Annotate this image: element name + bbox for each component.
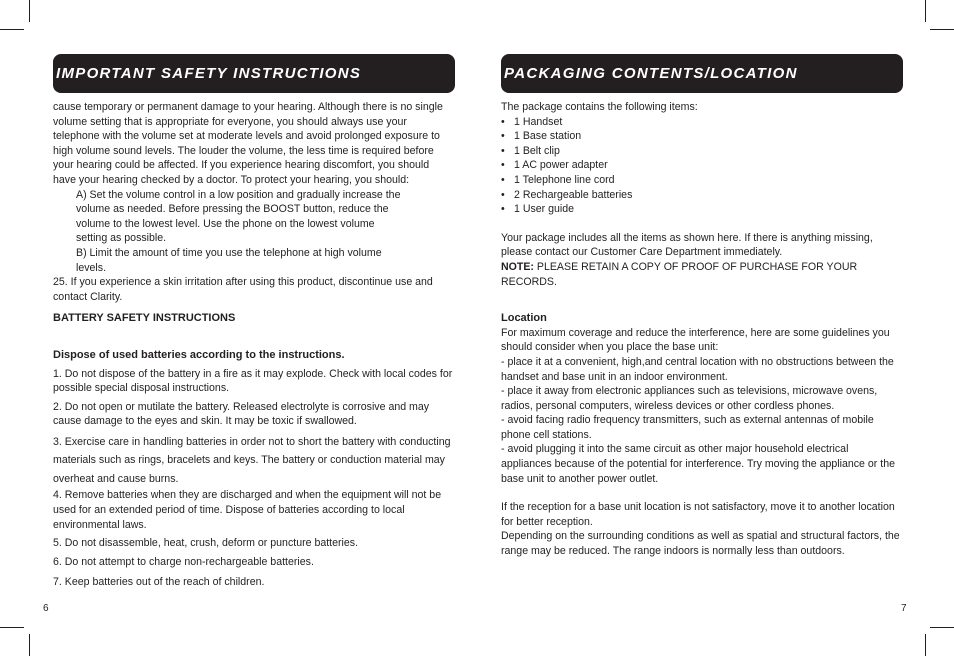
range-paragraph: Depending on the surrounding conditions as well as spatial and structural factors, the range may be reduced. The range indoors is normally less than outdoors. — [501, 530, 900, 558]
list-item: • 1 Telephone line cord — [501, 173, 901, 188]
guideline: - avoid facing radio frequency transmitters, such as external antennas of mobile phone cell stations. — [501, 414, 874, 441]
right-page — [501, 54, 903, 559]
list-item: • 1 Belt clip — [501, 144, 901, 159]
list-item: • 1 Handset — [501, 115, 901, 130]
battery-heading: BATTERY SAFETY INSTRUCTIONS — [53, 312, 236, 325]
package-paragraph: Your package includes all the items as shown here. If there is anything missing, please contact our Customer Care Department immediately. — [501, 231, 873, 259]
list-item: • 1 User guide — [501, 202, 901, 217]
crop-mark — [29, 0, 30, 22]
location-intro: For maximum coverage and reduce the interference, here are some guidelines you should consider when you place the base unit: — [501, 326, 890, 354]
battery-rule: 7. Keep batteries out of the reach of children. — [53, 576, 265, 589]
list-item: • 1 AC power adapter — [501, 158, 901, 173]
note-label: NOTE: — [501, 260, 534, 273]
volume-item-a: A) Set the volume control in a low position and gradually increase the volume as needed. Before pressing the BOOST button, reduce the volume to the lowest level. Use the phone on the lowest volume setting as possible. — [76, 188, 401, 245]
package-list — [501, 115, 901, 217]
battery-rule: 2. Do not open or mutilate the battery. Released electrolyte is corrosive and may cause damage to the eyes and skin. It may be toxic if swallowed. — [53, 400, 430, 428]
crop-mark — [925, 634, 926, 656]
crop-mark — [0, 29, 24, 30]
guideline: - place it at a convenient, high,and central location with no obstructions between the handset and base unit in an indoor environment. — [501, 355, 894, 383]
list-item: • 1 Base station — [501, 129, 901, 144]
list-item: • 2 Rechargeable batteries — [501, 188, 901, 203]
crop-mark — [930, 29, 954, 30]
reception-paragraph: If the reception for a base unit location is not satisfactory, move it to another location for better reception. — [501, 501, 895, 528]
safety-banner-title: IMPORTANT SAFETY INSTRUCTIONS — [56, 65, 362, 82]
battery-rule: 3. Exercise care in handling batteries in order not to short the battery with conducting materials such as rings, bracelets and keys. The battery or conduction material may overheat and cause burns. — [53, 435, 451, 485]
right-body — [501, 100, 901, 559]
note-paragraph — [501, 260, 901, 289]
battery-rule: 6. Do not attempt to charge non-rechargeable batteries. — [53, 555, 314, 568]
packaging-banner-title: PACKAGING CONTENTS/LOCATION — [504, 65, 798, 82]
page-number-right: 7 — [901, 603, 907, 614]
packaging-banner — [501, 54, 903, 93]
crop-mark — [930, 627, 954, 628]
left-page — [53, 54, 455, 590]
safety-banner — [53, 54, 455, 93]
location-heading: Location — [501, 312, 547, 325]
note-text: PLEASE RETAIN A COPY OF PROOF OF PURCHASE FOR YOUR RECORDS. — [501, 260, 858, 288]
crop-mark — [925, 0, 926, 22]
battery-rule: 4. Remove batteries when they are discharged and when the equipment will not be used for an extended period of time. Dispose of batteries according to local environmental laws. — [53, 489, 442, 531]
crop-mark — [29, 634, 30, 656]
page-number-left: 6 — [43, 603, 49, 614]
crop-mark — [0, 627, 24, 628]
item-25: 25. If you experience a skin irritation after using this product, discontinue use and contact Clarity. — [53, 276, 433, 303]
left-body — [53, 100, 453, 590]
volume-item-b: B) Limit the amount of time you use the telephone at high volume levels. — [76, 246, 382, 274]
hearing-paragraph: cause temporary or permanent damage to your hearing. Although there is no single volume setting that is appropriate for everyone, you should always use your telephone with the volume set at moderate levels and avoid prolonged exposure to high volume sound levels. The louder the volume, the less time is required before your hearing could be affected. If you experience hearing discomfort, you should have your hearing checked by a doctor. To protect your hearing, you should: — [53, 101, 443, 186]
dispose-heading: Dispose of used batteries according to the instructions. — [53, 348, 345, 361]
guideline: - avoid plugging it into the same circuit as other major household electrical appliances because of the potential for interference. Try moving the appliance or the base unit to another power outlet. — [501, 443, 895, 485]
battery-rule: 1. Do not dispose of the battery in a fire as it may explode. Check with local codes for possible special disposal instructions. — [53, 367, 453, 395]
battery-rule: 5. Do not disassemble, heat, crush, deform or puncture batteries. — [53, 537, 359, 550]
guideline: - place it away from electronic appliances such as televisions, microwave ovens, radios, personal computers, wireless devices or other cordless phones. — [501, 385, 878, 412]
package-intro: The package contains the following items: — [501, 101, 698, 113]
